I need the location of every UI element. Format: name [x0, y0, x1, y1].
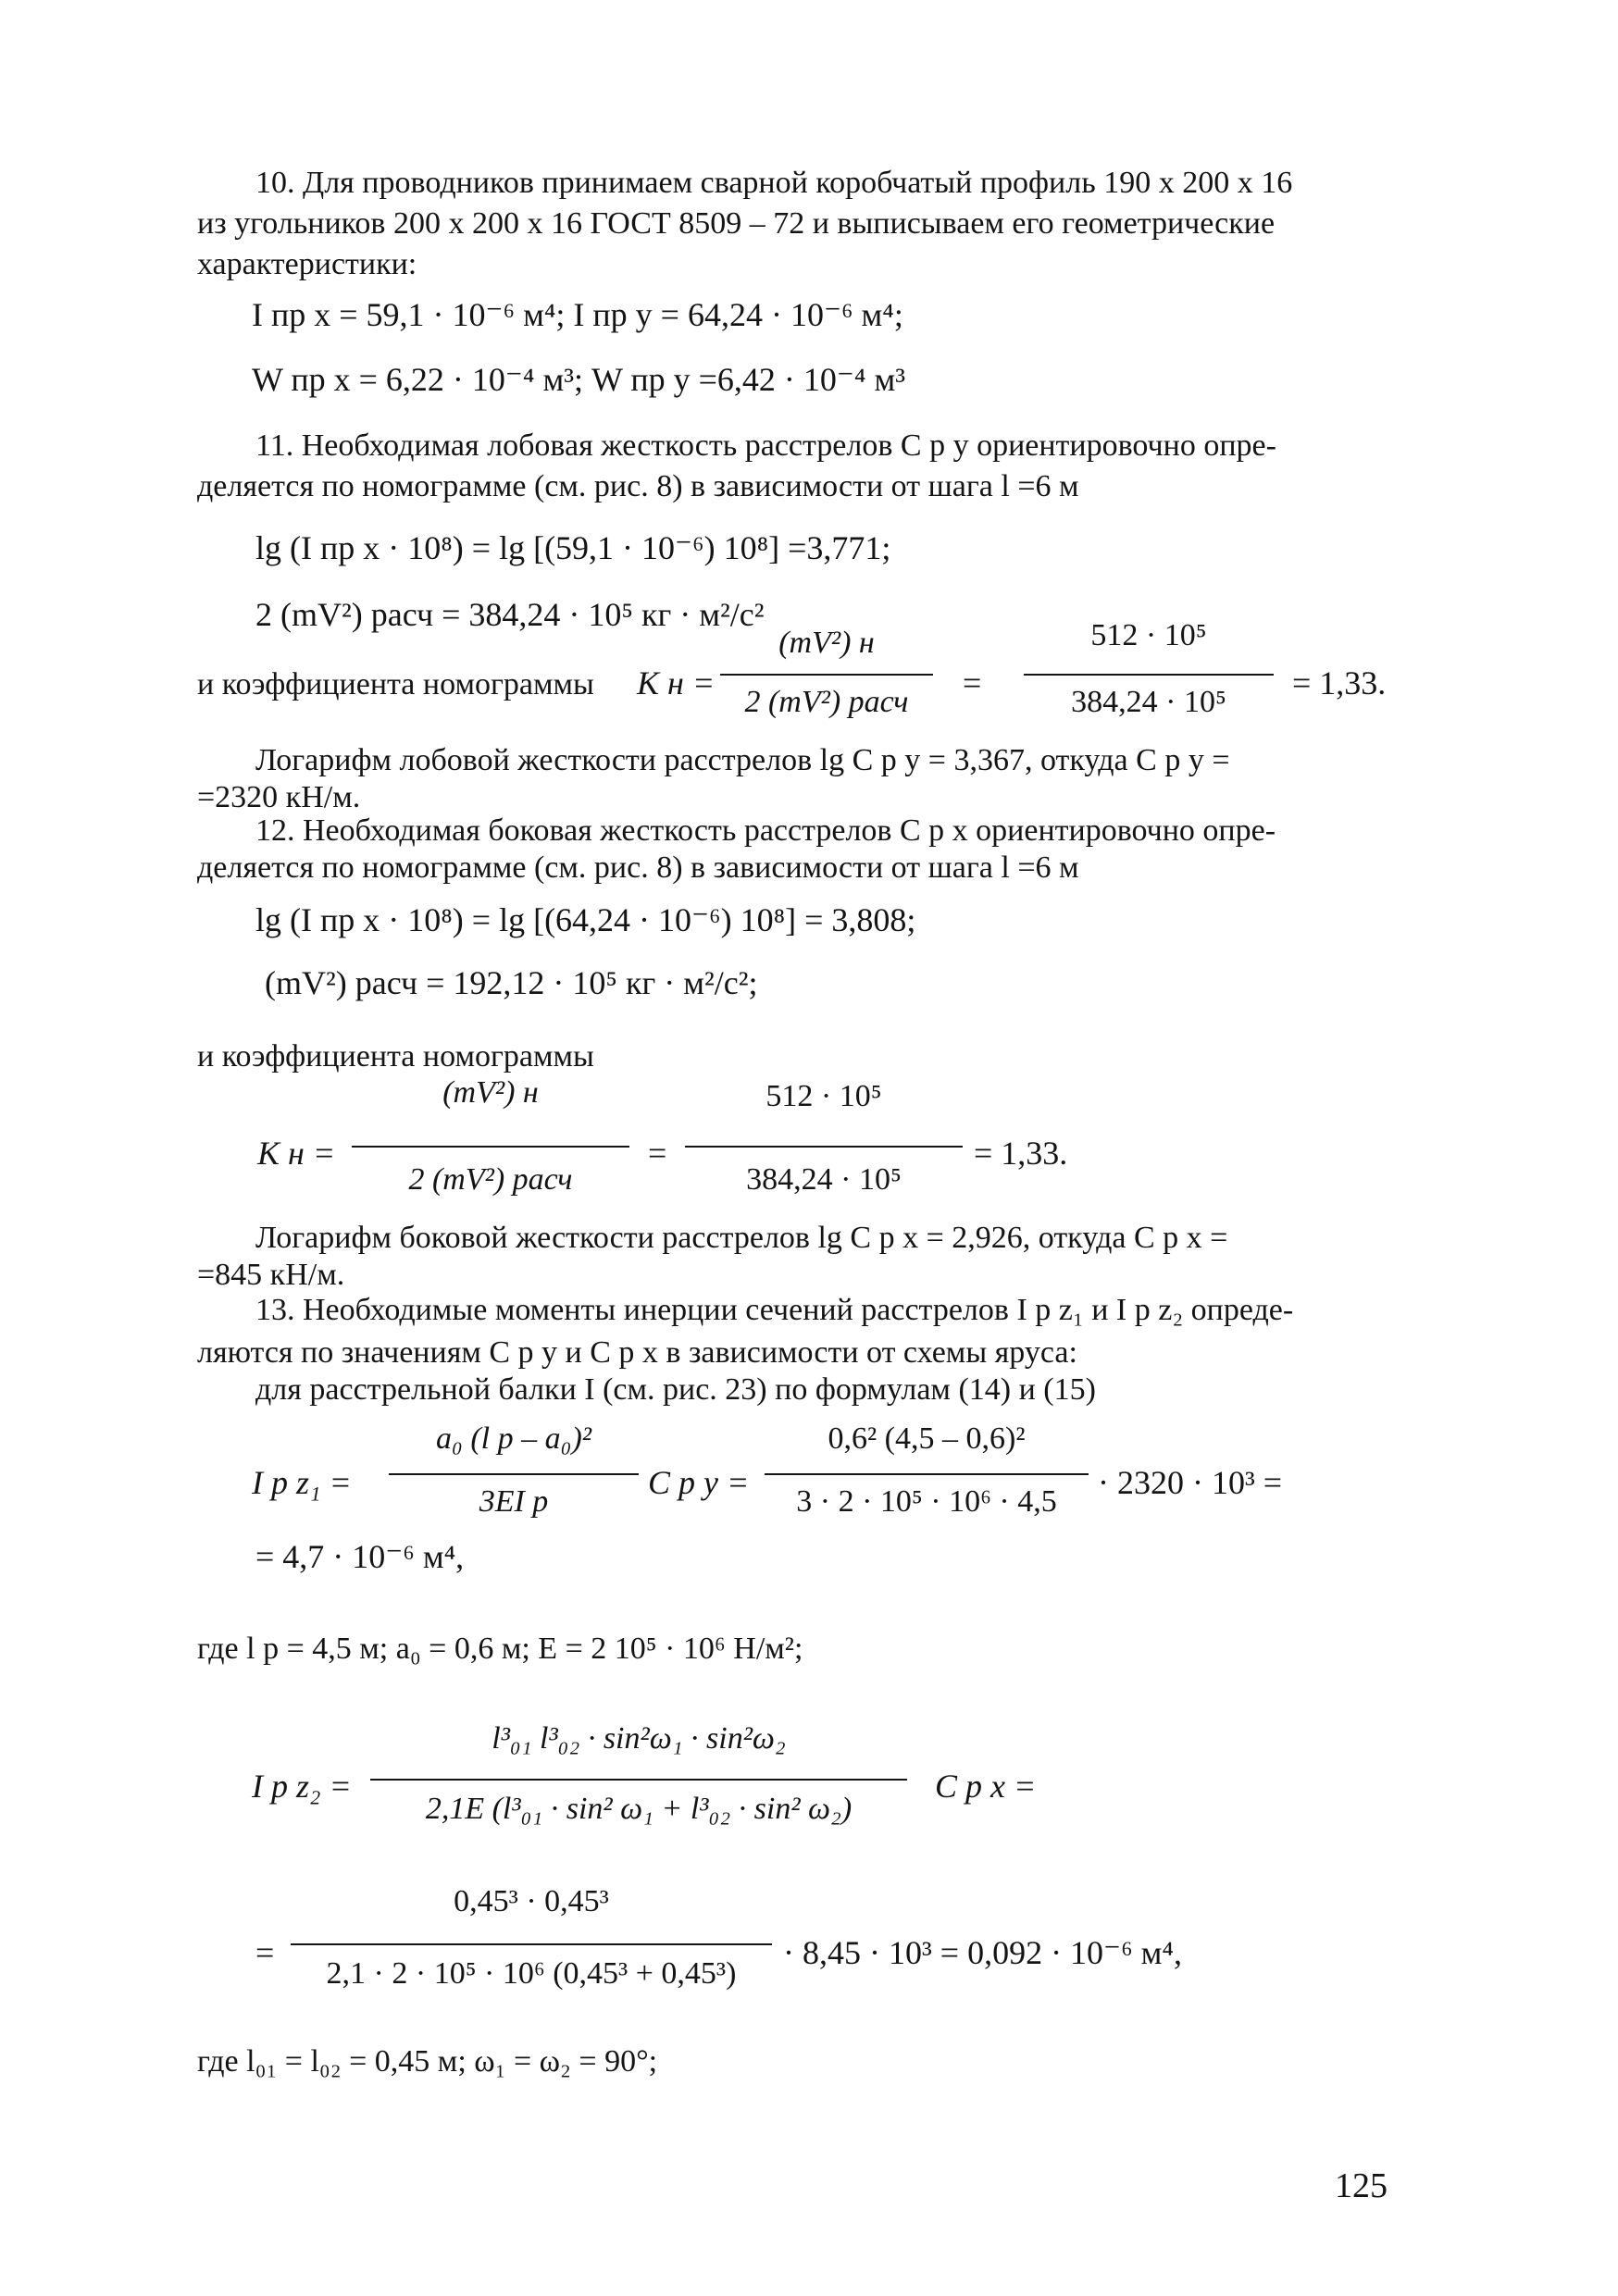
s12-k-result: = 1,33.: [974, 1135, 1068, 1172]
f2-bar: [370, 1779, 907, 1781]
s12-line-1: 12. Необходимая боковая жесткость расстрелов C p x ориентировочно опре-: [255, 813, 1276, 848]
s11-k-den2: 384,24 · 10⁵: [1071, 685, 1226, 719]
s12-eq-mv: (mV²) расч = 192,12 · 10⁵ кг · м²/с²;: [265, 964, 758, 1001]
f3-eq: =: [255, 1934, 275, 1971]
s12-k-den2: 384,24 · 10⁵: [746, 1162, 902, 1197]
f1-denominator-values: 3 · 2 · 10⁵ · 10⁶ · 4,5: [796, 1484, 1057, 1519]
f2-lhs: I p z₂ =: [252, 1768, 352, 1805]
s11-eq-mv: 2 (mV²) расч = 384,24 · 10⁵ кг · м²/с²: [255, 596, 765, 633]
s10-line-2: из угольников 200 х 200 х 16 ГОСТ 8509 – 72 и выписываем его геометрические: [197, 206, 1276, 241]
s12-k-den1: 2 (mV²) расч: [408, 1162, 573, 1197]
f2-numerator: l³₀₁ l³₀₂ · sin²ω₁ · sin²ω₂: [492, 1721, 786, 1756]
f1-bar-values: [765, 1473, 1089, 1475]
where-line-1: где l р = 4,5 м; a₀ = 0,6 м; E = 2 10⁵ · 10⁶ Н/м²;: [197, 1632, 803, 1666]
s11-k-num2: 512 · 10⁵: [1090, 618, 1207, 652]
s11-k-eq: =: [963, 664, 982, 701]
s11-line-2: деляется по номограмме (см. рис. 8) в зависимости от шага l =6 м: [197, 469, 1079, 503]
s12-k-eq: =: [648, 1135, 667, 1172]
s10-line-1: 10. Для проводников принимаем сварной коробчатый профиль 190 х 200 х 16: [255, 166, 1293, 200]
s11-k-num1: (mV²) н: [778, 626, 875, 660]
s12-eq-lg: lg (I пр x · 10⁸) = lg [(64,24 · 10⁻⁶) 10⁸] = 3,808;: [255, 901, 916, 938]
s12-k-lhs: K н =: [257, 1135, 336, 1172]
s10-line-3: характеристики:: [197, 247, 417, 281]
s12-k-num1: (mV²) н: [442, 1075, 539, 1110]
f2-tail: C p x =: [935, 1768, 1037, 1805]
s11-k-bar2: [1024, 674, 1274, 676]
page-number: 125: [1335, 2166, 1388, 2205]
f1-lhs: I p z₁ =: [252, 1464, 352, 1501]
f3-tail: · 8,45 · 10³ = 0,092 · 10⁻⁶ м⁴,: [783, 1934, 1182, 1971]
s10-eq-section-modulus: W пр x = 6,22 · 10⁻⁴ м³; W пр y =6,42 · 10⁻⁴ м³: [252, 361, 906, 398]
s13-line-2: ляются по значениям C p y и C p x в зависимости от схемы яруса:: [197, 1335, 1077, 1370]
f2-denominator: 2,1E (l³₀₁ · sin² ω₁ + l³₀₂ · sin² ω₂): [425, 1792, 853, 1826]
f1-result: = 4,7 · 10⁻⁶ м⁴,: [255, 1538, 465, 1575]
s12-knom-label: и коэффициента номограммы: [197, 1039, 594, 1074]
f3-numerator: 0,45³ · 0,45³: [454, 1884, 609, 1918]
s12-k-num2: 512 · 10⁵: [765, 1079, 882, 1113]
s11-k-result: = 1,33.: [1292, 664, 1387, 701]
f1-mid: C p y =: [648, 1464, 750, 1501]
s11-line-1: 11. Необходимая лобовая жесткость расстрелов C p y ориентировочно опре-: [255, 428, 1276, 463]
f3-bar: [291, 1943, 772, 1945]
s12-k-bar1: [352, 1146, 629, 1148]
s12-k-bar2: [685, 1146, 963, 1148]
s11-log-line-1: Логарифм лобовой жесткости расстрелов lg C p y = 3,367, откуда C p y =: [255, 743, 1230, 777]
f1-numerator: a₀ (l р – a₀)²: [436, 1421, 591, 1456]
s11-eq-lg: lg (I пр x · 10⁸) = lg [(59,1 · 10⁻⁶) 10⁸] =3,771;: [255, 529, 891, 566]
f1-denominator: 3EI р: [479, 1484, 549, 1519]
s12-log-line-2: =845 кН/м.: [197, 1258, 345, 1292]
s11-k-bar1: [720, 674, 933, 676]
s10-eq-inertia: I пр x = 59,1 · 10⁻⁶ м⁴; I пр y = 64,24 · 10⁻⁶ м⁴;: [252, 296, 903, 333]
where-line-2: где l₀₁ = l₀₂ = 0,45 м; ω₁ = ω₂ = 90°;: [197, 2044, 658, 2079]
s13-line-1: 13. Необходимые моменты инерции сечений расстрелов I p z₁ и I p z₂ опреде-: [255, 1293, 1294, 1327]
s11-k-den1: 2 (mV²) расч: [744, 685, 909, 719]
f3-denominator: 2,1 · 2 · 10⁵ · 10⁶ (0,45³ + 0,45³): [326, 1956, 737, 1991]
f1-numerator-values: 0,6² (4,5 – 0,6)²: [828, 1421, 1026, 1456]
f1-tail: · 2320 · 10³ =: [1098, 1464, 1283, 1501]
s11-log-line-2: =2320 кН/м.: [197, 780, 361, 814]
s13-line-3: для расстрельной балки I (см. рис. 23) по формулам (14) и (15): [255, 1372, 1096, 1407]
s11-k-lhs: K н =: [637, 664, 716, 701]
s11-knom-label: и коэффициента номограммы: [197, 667, 594, 701]
s12-line-2: деляется по номограмме (см. рис. 8) в зависимости от шага l =6 м: [197, 850, 1079, 885]
s12-log-line-1: Логарифм боковой жесткости расстрелов lg C p x = 2,926, откуда C p x =: [255, 1221, 1228, 1255]
f1-bar: [389, 1473, 639, 1475]
